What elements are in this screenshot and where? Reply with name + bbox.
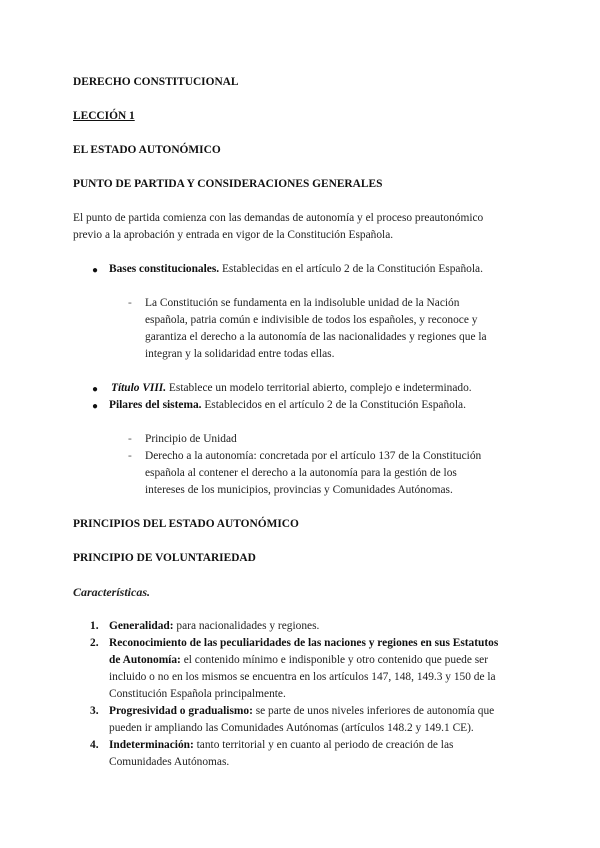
bullet-icon: ● xyxy=(92,401,99,412)
list-number: 2. xyxy=(90,637,99,649)
numbered-line xyxy=(109,720,474,737)
numbered-text: para nacionalidades y regiones. xyxy=(173,620,320,632)
numbered-text: tanto territorial y en cuanto al periodo de creación de las xyxy=(193,739,454,751)
numbered-label: Generalidad: xyxy=(109,620,174,632)
sub-item-line: Principio de Unidad xyxy=(145,433,237,445)
numbered-line xyxy=(109,737,453,754)
numbered-line xyxy=(109,754,229,771)
dash-icon: - xyxy=(128,450,132,462)
dash-icon: - xyxy=(128,433,132,445)
bullet-text: Establecidos en el artículo 2 de la Constitución Española. xyxy=(201,399,466,411)
document-title: DERECHO CONSTITUCIONAL xyxy=(73,76,239,88)
list-number: 3. xyxy=(90,705,99,717)
characteristics-heading: Características. xyxy=(73,585,150,599)
sub-item-line: La Constitución se fundamenta en la indisoluble unidad de la Nación xyxy=(145,297,460,309)
sub-item-line: española, patria común e indivisible de todos los españoles, y reconoce y xyxy=(145,314,478,326)
numbered-text: incluido o no en los mismos se encuentra en los artículos 147, 148, 149.3 y 150 de la xyxy=(109,671,496,683)
numbered-line xyxy=(109,703,494,720)
principles-heading: PRINCIPIOS DEL ESTADO AUTONÓMICO xyxy=(73,518,299,530)
bullet-label: Título VIII. xyxy=(111,382,167,394)
bullet-text: Establece un modelo territorial abierto, complejo e indeterminado. xyxy=(166,382,472,394)
starting-point-heading: PUNTO DE PARTIDA Y CONSIDERACIONES GENERALES xyxy=(73,178,383,190)
intro-line: previo a la aprobación y entrada en vigor de la Constitución Española. xyxy=(73,229,394,241)
numbered-text: Constitución Española principalmente. xyxy=(109,688,286,700)
list-number: 4. xyxy=(90,739,99,751)
list-number: 1. xyxy=(90,620,99,632)
numbered-text: el contenido mínimo e indisponible y otro contenido que puede ser xyxy=(180,654,489,666)
numbered-line xyxy=(109,652,488,669)
numbered-line xyxy=(109,669,496,686)
lesson-heading: LECCIÓN 1 xyxy=(73,110,135,122)
sub-item-line: española al contener el derecho a la autonomía para la gestión de los xyxy=(145,467,457,479)
bullet-item xyxy=(109,261,483,278)
numbered-line xyxy=(109,686,286,703)
numbered-label: Indeterminación: xyxy=(109,739,194,751)
numbered-line xyxy=(109,635,498,652)
bullet-label: Pilares del sistema. xyxy=(109,399,202,411)
sub-item-line: intereses de los municipios, provincias y Comunidades Autónomas. xyxy=(145,484,453,496)
bullet-item xyxy=(109,397,466,414)
numbered-text: pueden ir ampliando las Comunidades Autónomas (artículos 148.2 y 149.1 CE). xyxy=(109,722,474,734)
bullet-icon: ● xyxy=(92,265,99,276)
sub-item-line: integran y la solidaridad entre todas ellas. xyxy=(145,348,335,360)
bullet-text: Establecidas en el artículo 2 de la Constitución Española. xyxy=(219,263,483,275)
state-heading: EL ESTADO AUTONÓMICO xyxy=(73,144,221,156)
voluntariedad-heading: PRINCIPIO DE VOLUNTARIEDAD xyxy=(73,552,256,564)
numbered-line xyxy=(109,618,319,635)
numbered-text: Comunidades Autónomas. xyxy=(109,756,230,768)
intro-line: El punto de partida comienza con las demandas de autonomía y el proceso preautonómico xyxy=(73,212,484,224)
bullet-label: Bases constitucionales. xyxy=(109,263,220,275)
numbered-label: Progresividad o gradualismo: xyxy=(109,705,253,717)
bullet-item xyxy=(111,380,472,397)
bullet-icon: ● xyxy=(92,384,99,395)
numbered-label: Reconocimiento de las peculiaridades de las naciones y regiones en sus Estatutos xyxy=(109,637,499,649)
numbered-label: de Autonomía: xyxy=(109,654,181,666)
sub-item-line: garantiza el derecho a la autonomía de las nacionalidades y regiones que la xyxy=(145,331,487,343)
numbered-text: se parte de unos niveles inferiores de autonomía que xyxy=(252,705,495,717)
sub-item-line: Derecho a la autonomía: concretada por el artículo 137 de la Constitución xyxy=(145,450,482,462)
dash-icon: - xyxy=(128,297,132,309)
